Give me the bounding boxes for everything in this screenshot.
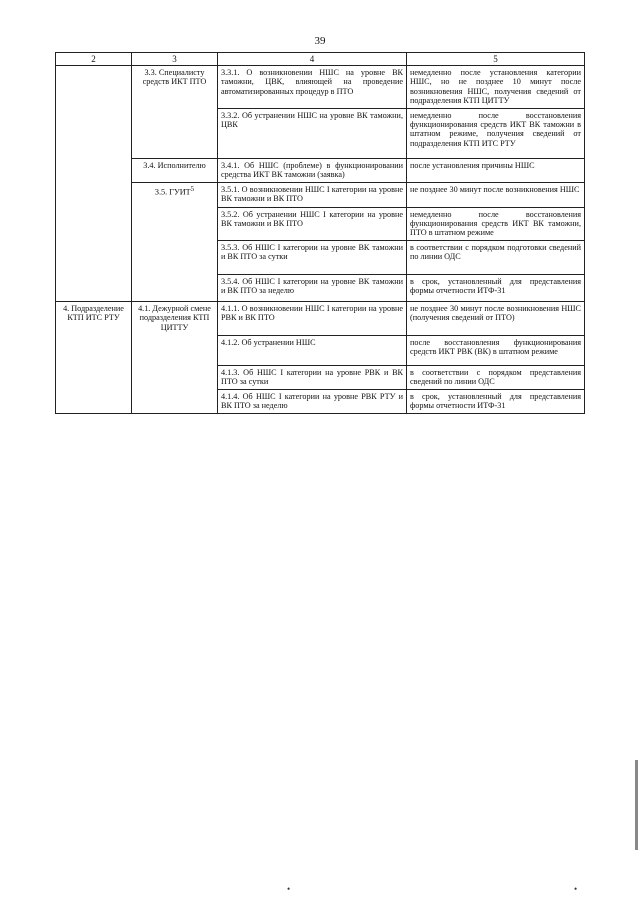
table-cell-col4: 3.4.1. Об НШС (проблеме) в функционировании средства ИКТ ВК таможни (заявка) (218, 158, 407, 182)
table-cell-col4: 4.1.1. О возникновении НШС I категории на уровне РВК и ВК ПТО (218, 301, 407, 335)
table-cell-col4: 3.5.3. Об НШС I категории на уровне ВК таможни и ВК ПТО за сутки (218, 240, 407, 274)
table-cell-col5: немедленно после восстановления функционирования средств ИКТ ВК таможни, ПТО в штатном режиме (407, 207, 585, 240)
table-row (56, 158, 585, 182)
footer-mark: • (287, 884, 291, 894)
table-cell-col5: в соответствии с порядком представления сведений по линии ОДС (407, 365, 585, 389)
table-cell-col5: не позднее 30 минут после возникновения НШС (407, 182, 585, 207)
table-cell-col5: не позднее 30 минут после возникновения НШС (получения сведений от ПТО) (407, 301, 585, 335)
table-cell-col4: 4.1.2. Об устранении НШС (218, 335, 407, 365)
table-cell-col4: 4.1.3. Об НШС I категории на уровне РВК и ВК ПТО за сутки (218, 365, 407, 389)
table-cell-col4: 3.3.2. Об устранении НШС на уровне ВК таможни, ЦВК (218, 108, 407, 158)
table-cell-col2: 4. Подразделение КТП ИТС РТУ (56, 301, 132, 413)
table-cell-col4: 3.5.4. Об НШС I категории на уровне ВК таможни и ВК ПТО за неделю (218, 274, 407, 301)
table-cell-col3: 4.1. Дежурной смене подразделения КТП ЦИТТУ (132, 301, 218, 413)
table-cell-col5: в соответствии с порядком подготовки сведений по линии ОДС (407, 240, 585, 274)
footnote-mark: 5 (190, 185, 195, 193)
table-cell-col5: после восстановления функционирования средств ИКТ РВК (ВК) в штатном режиме (407, 335, 585, 365)
table-cell-col4: 4.1.4. Об НШС I категории на уровне РВК РТУ и ВК ПТО за неделю (218, 389, 407, 413)
page-number: 39 (314, 35, 326, 47)
header-row (56, 53, 585, 66)
header-cell-3: 3 (132, 53, 218, 66)
table-cell-col3: 3.4. Исполнителю (132, 158, 218, 182)
table-cell-col3: 3.3. Специалисту средств ИКТ ПТО (132, 66, 218, 159)
table-cell-col5: немедленно после установления категории НШС, но не позднее 10 минут после возникновения НШС, получения сведений от подразделения КТП ЦИТТУ (407, 66, 585, 109)
table-row (56, 301, 585, 335)
table-cell-col5: после установления причины НШС (407, 158, 585, 182)
table-cell-col5: в срок, установленный для представления формы отчетности ИТФ-31 (407, 389, 585, 413)
table-cell-col3-text: 3.5. ГУИТ (154, 187, 191, 197)
header-cell-5: 5 (407, 53, 585, 66)
table-cell-col2 (56, 66, 132, 302)
reporting-table (55, 52, 585, 414)
table-cell-col5: в срок, установленный для представления формы отчетности ИТФ-31 (407, 274, 585, 301)
header-cell-2: 2 (56, 53, 132, 66)
table-cell-col4: 3.5.2. Об устранении НШС I категории на уровне ВК таможни и ВК ПТО (218, 207, 407, 240)
table-cell-col5: немедленно после восстановления функционирования средств ИКТ ВК таможни в штатном режиме, получения сведений от подразделения КТП ИТС РТУ (407, 108, 585, 158)
table-row (56, 66, 585, 109)
header-cell-4: 4 (218, 53, 407, 66)
table-row (56, 182, 585, 207)
scan-edge-mark (635, 760, 638, 850)
footer-mark: • (574, 884, 578, 894)
table-cell-col4: 3.3.1. О возникновении НШС на уровне ВК таможни, ЦВК, влияющей на проведение автоматизированных процедур в ПТО (218, 66, 407, 109)
table-cell-col3 (132, 182, 218, 301)
table-cell-col4: 3.5.1. О возникновении НШС I категории на уровне ВК таможни и ВК ПТО (218, 182, 407, 207)
